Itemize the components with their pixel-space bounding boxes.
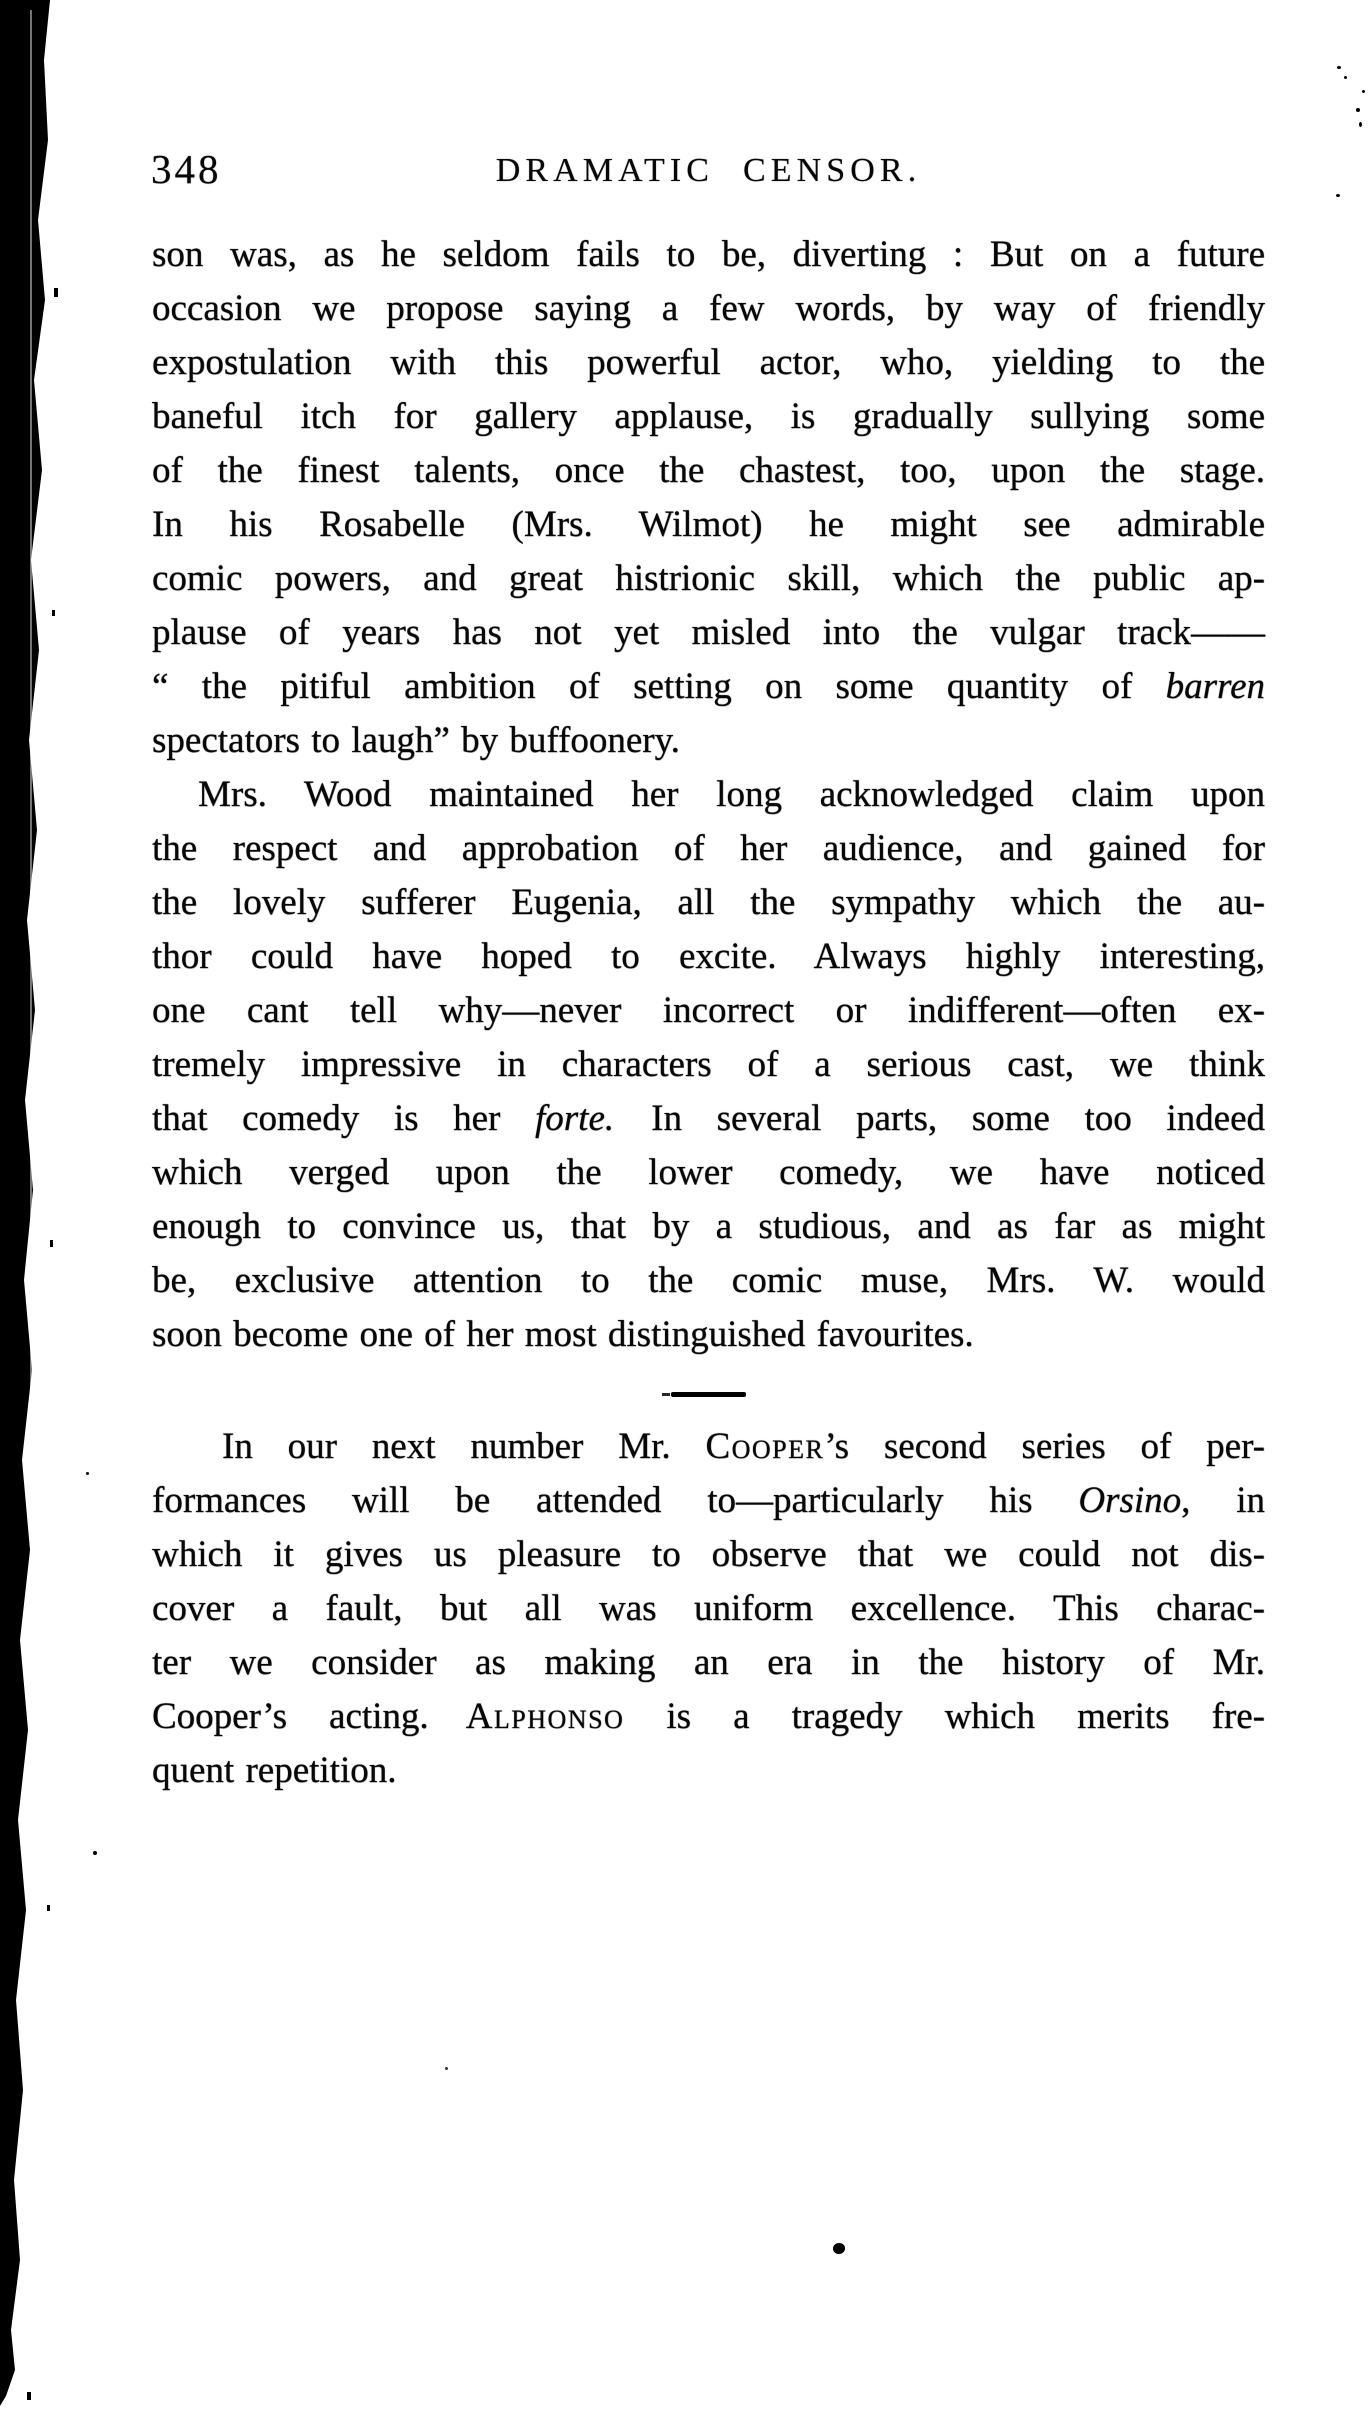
text-segment: comic powers, and great histrionic skill, which the public ap- — [152, 558, 1265, 599]
text-line — [152, 1092, 1265, 1146]
text-segment: soon become one of her most distinguished favourites. — [152, 1314, 974, 1355]
text-segment: forte. — [535, 1098, 615, 1139]
text-line — [152, 498, 1265, 552]
paragraph — [152, 768, 1265, 1362]
text-line — [152, 444, 1265, 498]
text-segment: Cooper’s acting. — [152, 1696, 466, 1737]
text-segment: , in — [1181, 1480, 1265, 1521]
text-line — [152, 1308, 1265, 1362]
text-segment: thor could have hoped to excite. Always highly interesting, — [152, 936, 1265, 977]
text-line — [152, 1038, 1265, 1092]
text-segment: enough to convince us, that by a studious, and as far as might — [152, 1206, 1265, 1247]
text-segment: Alphonso — [465, 1696, 625, 1737]
scan-speckle — [445, 2067, 448, 2070]
text-segment: tremely impressive in characters of a serious cast, we think — [152, 1044, 1265, 1085]
text-line — [152, 1690, 1265, 1744]
scan-speckle — [1356, 108, 1360, 112]
scan-speckle — [86, 1472, 89, 1475]
text-line — [152, 606, 1265, 660]
scan-speckle — [93, 1851, 97, 1855]
text-section-1 — [152, 228, 1265, 1362]
text-segment: one cant tell why—never incorrect or indifferent—often ex- — [152, 990, 1265, 1031]
text-segment: expostulation with this powerful actor, who, yielding to the — [152, 342, 1265, 383]
text-section-2 — [152, 1420, 1265, 1798]
text-line — [152, 1474, 1265, 1528]
text-segment: Orsino — [1078, 1480, 1182, 1521]
text-line — [152, 228, 1265, 282]
text-segment: Mrs. Wood maintained her long acknowledged claim upon — [198, 774, 1265, 815]
text-segment: son was, as he seldom fails to be, diverting : But on a future — [152, 234, 1265, 275]
text-segment: baneful itch for gallery applause, is gradually sullying some — [152, 396, 1265, 437]
text-segment: formances will be attended to—particularly his — [152, 1480, 1079, 1521]
text-line — [152, 1254, 1265, 1308]
text-segment: quent repetition. — [152, 1750, 397, 1791]
text-segment: of the finest talents, once the chastest, too, upon the stage. — [152, 450, 1265, 491]
text-segment: is a tragedy which merits fre- — [624, 1696, 1265, 1737]
text-line — [152, 1146, 1265, 1200]
page-number: 348 — [151, 146, 222, 192]
text-segment: be, exclusive attention to the comic muse, Mrs. W. would — [152, 1260, 1265, 1301]
text-segment: ter we consider as making an era in the history of Mr. — [152, 1642, 1265, 1683]
text-segment: which it gives us pleasure to observe that we could not dis- — [152, 1534, 1265, 1575]
text-line — [152, 768, 1265, 822]
text-segment: In several parts, some too indeed — [614, 1098, 1265, 1139]
text-line — [152, 282, 1265, 336]
text-line — [152, 876, 1265, 930]
text-line — [152, 1744, 1265, 1798]
scan-speckle — [1359, 122, 1362, 127]
text-line — [152, 1582, 1265, 1636]
text-segment: which verged upon the lower comedy, we have noticed — [152, 1152, 1265, 1193]
text-line — [152, 552, 1265, 606]
text-segment: the lovely sufferer Eugenia, all the sympathy which the au- — [152, 882, 1265, 923]
text-line — [152, 1636, 1265, 1690]
scan-speckle — [1336, 194, 1340, 197]
text-line — [152, 390, 1265, 444]
paragraph — [152, 228, 1265, 768]
text-segment: Cooper — [705, 1426, 825, 1467]
text-line — [152, 660, 1265, 714]
text-line — [152, 1200, 1265, 1254]
text-segment: the respect and approbation of her audience, and gained for — [152, 828, 1265, 869]
section-divider-rule — [671, 1392, 746, 1397]
text-line — [152, 930, 1265, 984]
text-line — [152, 1528, 1265, 1582]
scan-speckle — [1362, 90, 1366, 94]
text-line — [152, 336, 1265, 390]
scan-speckle — [1337, 66, 1341, 69]
scan-speckle — [1344, 76, 1347, 79]
text-line — [152, 714, 1265, 768]
text-segment: spectators to laugh” by buffoonery. — [152, 720, 680, 761]
text-line — [152, 984, 1265, 1038]
text-segment: plause of years has not yet misled into the vulgar track—— — [152, 612, 1265, 653]
running-title: DRAMATIC CENSOR. — [495, 152, 922, 189]
text-segment: In his Rosabelle (Mrs. Wilmot) he might see admirable — [152, 504, 1265, 545]
binding-edge — [0, 0, 70, 2413]
text-line — [152, 822, 1265, 876]
text-segment: occasion we propose saying a few words, by way of friendly — [152, 288, 1265, 329]
paragraph — [152, 1420, 1265, 1798]
ink-dot — [833, 2243, 845, 2254]
text-segment: barren — [1165, 666, 1265, 707]
text-line — [152, 1420, 1265, 1474]
text-segment: that comedy is her — [152, 1098, 535, 1139]
text-segment: ’s second series of per- — [824, 1426, 1266, 1467]
text-segment: cover a fault, but all was uniform excellence. This charac- — [152, 1588, 1265, 1629]
text-segment: “ the pitiful ambition of setting on some quantity of — [152, 666, 1166, 707]
text-segment: In our next number Mr. — [222, 1426, 706, 1467]
